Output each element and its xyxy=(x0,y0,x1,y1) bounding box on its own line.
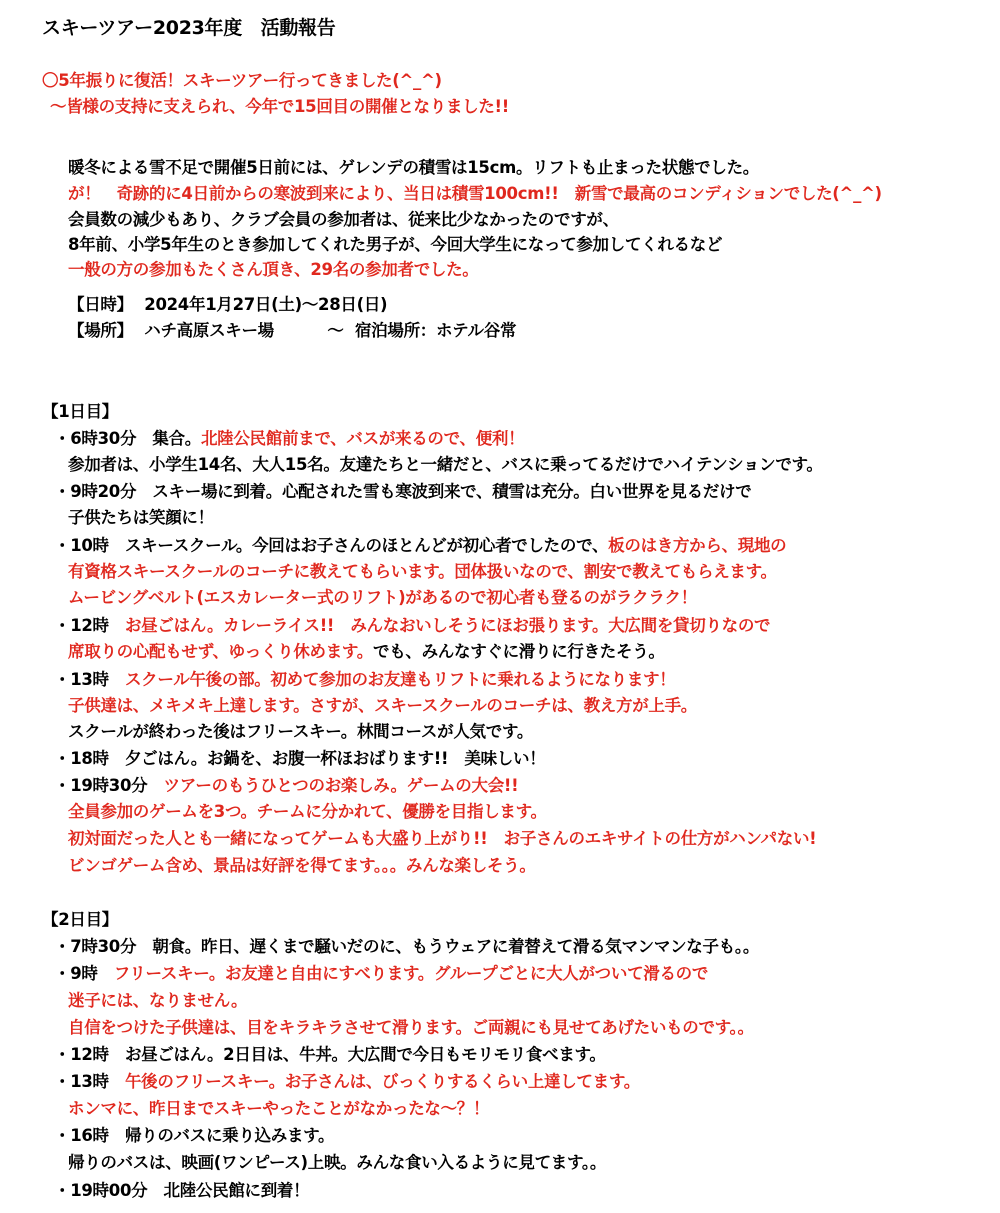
summary-line-2: が！ 奇跡的に4日前からの寒波到来により、当日は積雪100cm!! 新雪で最高のコンディションでした(^_^) xyxy=(68,184,882,203)
day2-event-0900-detail-1: 迷子には、なりません。 xyxy=(68,991,248,1010)
event-text: ・9時 xyxy=(54,964,114,983)
day1-event-1300-detail-2: スクールが終わった後はフリースキー。林間コースが人気です。 xyxy=(68,722,534,741)
date-label: 【日時】 xyxy=(68,295,133,314)
date-value: 2024年1月27日(土)～28日(日) xyxy=(144,295,388,314)
event-highlight: 午後のフリースキー。お子さんは、びっくりするくらい上達してます。 xyxy=(124,1072,640,1091)
place-row xyxy=(68,320,516,342)
day1-event-0630-detail: 参加者は、小学生14名、大人15名。友達たちと一緒だと、バスに乗ってるだけでハイテンションです。 xyxy=(68,455,823,474)
event-text: ・19時30分 xyxy=(54,776,164,795)
event-text: ・13時 xyxy=(54,1072,125,1091)
event-highlight: 北陸公民館前まで、バスが来るので、便利！ xyxy=(200,429,525,448)
day1-event-1300-detail-1: 子供達は、メキメキ上達します。さすが、スキースクールのコーチは、教え方が上手。 xyxy=(68,696,697,715)
summary-line-5: 一般の方の参加もたくさん頂き、29名の参加者でした。 xyxy=(68,260,479,279)
day1-event-0920-detail: 子供たちは笑顔に！ xyxy=(68,508,214,527)
summary-line-1: 暖冬による雪不足で開催5日前には、ゲレンデの積雪は15cm。リフトも止まった状態でした。 xyxy=(68,158,759,177)
day1-event-0920: ・9時20分 スキー場に到着。心配された雪も寒波到来で、積雪は充分。白い世界を見るだけで xyxy=(54,482,752,501)
event-highlight: お昼ごはん。カレーライス!! みんなおいしそうにほお張ります。大広間を貸切りなので xyxy=(124,616,771,635)
day1-event-1930-detail-2: 初対面だった人とも一緒になってゲームも大盛り上がり!! お子さんのエキサイトの仕方がハンパない! xyxy=(68,829,817,848)
day1-event-1930-detail-3: ビンゴゲーム含め、景品は好評を得てます。。。みんな楽しそう。 xyxy=(68,856,536,875)
day2-event-0730: ・7時30分 朝食。昨日、遅くまで騒いだのに、もうウェアに着替えて滑る気マンマンな子も。。 xyxy=(54,937,760,956)
day1-heading: 【1日目】 xyxy=(42,402,118,421)
summary-line-4: 8年前、小学5年生のとき参加してくれた男子が、今回大学生になって参加してくれるなど xyxy=(68,235,723,254)
day1-event-0630 xyxy=(54,428,524,450)
event-highlight: 板のはき方から、現地の xyxy=(608,536,787,555)
day2-event-1600-detail: 帰りのバスは、映画(ワンピース)上映。みんな食い入るように見てます。。 xyxy=(68,1153,607,1172)
date-row xyxy=(68,294,387,316)
summary-line-3: 会員数の減少もあり、クラブ会員の参加者は、従来比少なかったのですが、 xyxy=(68,210,619,229)
place-value: ハチ高原スキー場 xyxy=(144,321,274,340)
event-highlight: 席取りの心配もせず、ゆっくり休めます。 xyxy=(68,642,373,661)
event-text: でも、みんなすぐに滑りに行きたそう。 xyxy=(373,642,665,661)
day2-event-0900 xyxy=(54,963,708,985)
day2-event-1200: ・12時 お昼ごはん。2日目は、牛丼。大広間で今日もモリモリ食べます。 xyxy=(54,1045,606,1064)
day1-event-1000-detail-2: ムービングベルト(エスカレーター式のリフト)があるので初心者も登るのがラクラク！ xyxy=(68,588,697,607)
day1-event-1000-detail-1: 有資格スキースクールのコーチに教えてもらいます。団体扱いなので、割安で教えてもらえます。 xyxy=(68,562,777,581)
day1-event-1300 xyxy=(54,669,675,691)
day2-event-1300 xyxy=(54,1071,640,1093)
intro-line-1: 〇5年振りに復活！スキーツアー行ってきました(^_^) xyxy=(42,71,442,90)
page-title: スキーツアー2023年度 活動報告 xyxy=(42,17,336,39)
day1-event-1930 xyxy=(54,775,518,797)
event-text: ・6時30分 集合。 xyxy=(54,429,201,448)
day2-event-1900: ・19時00分 北陸公民館に到着！ xyxy=(54,1181,310,1200)
place-label: 【場所】 xyxy=(68,321,133,340)
place-tilde: ～ xyxy=(327,321,344,340)
lodging-value: 宿泊場所：ホテル谷常 xyxy=(354,321,517,340)
day1-event-1000 xyxy=(54,535,786,557)
day2-event-1600: ・16時 帰りのバスに乗り込みます。 xyxy=(54,1126,335,1145)
event-text: ・13時 xyxy=(54,670,125,689)
day1-event-1930-detail-1: 全員参加のゲームを3つ。チームに分かれて、優勝を目指します。 xyxy=(68,802,547,821)
event-highlight: スクール午後の部。初めて参加のお友達もリフトに乗れるようになります！ xyxy=(124,670,676,689)
day1-event-1200-detail xyxy=(68,641,665,663)
event-highlight: フリースキー。お友達と自由にすべります。グループごとに大人がついて滑るので xyxy=(113,964,709,983)
event-text: ・10時 スキースクール。今回はお子さんのほとんどが初心者でしたので、 xyxy=(54,536,609,555)
day1-event-1800: ・18時 夕ごはん。お鍋を、お腹一杯ほおばります!! 美味しい！ xyxy=(54,749,546,768)
day1-event-1200 xyxy=(54,615,770,637)
day2-event-0900-detail-2: 自信をつけた子供達は、目をキラキラさせて滑ります。ご両親にも見せてあげたいものです。。 xyxy=(68,1018,754,1037)
intro-line-2: ～皆様の支持に支えられ、今年で15回目の開催となりました!! xyxy=(50,97,510,116)
day2-event-1300-detail: ホンマに、昨日までスキーやったことがなかったな～？！ xyxy=(68,1099,490,1118)
day2-heading: 【2日目】 xyxy=(42,910,118,929)
event-highlight: ツアーのもうひとつのお楽しみ。ゲームの大会!! xyxy=(163,776,519,795)
event-text: ・12時 xyxy=(54,616,125,635)
